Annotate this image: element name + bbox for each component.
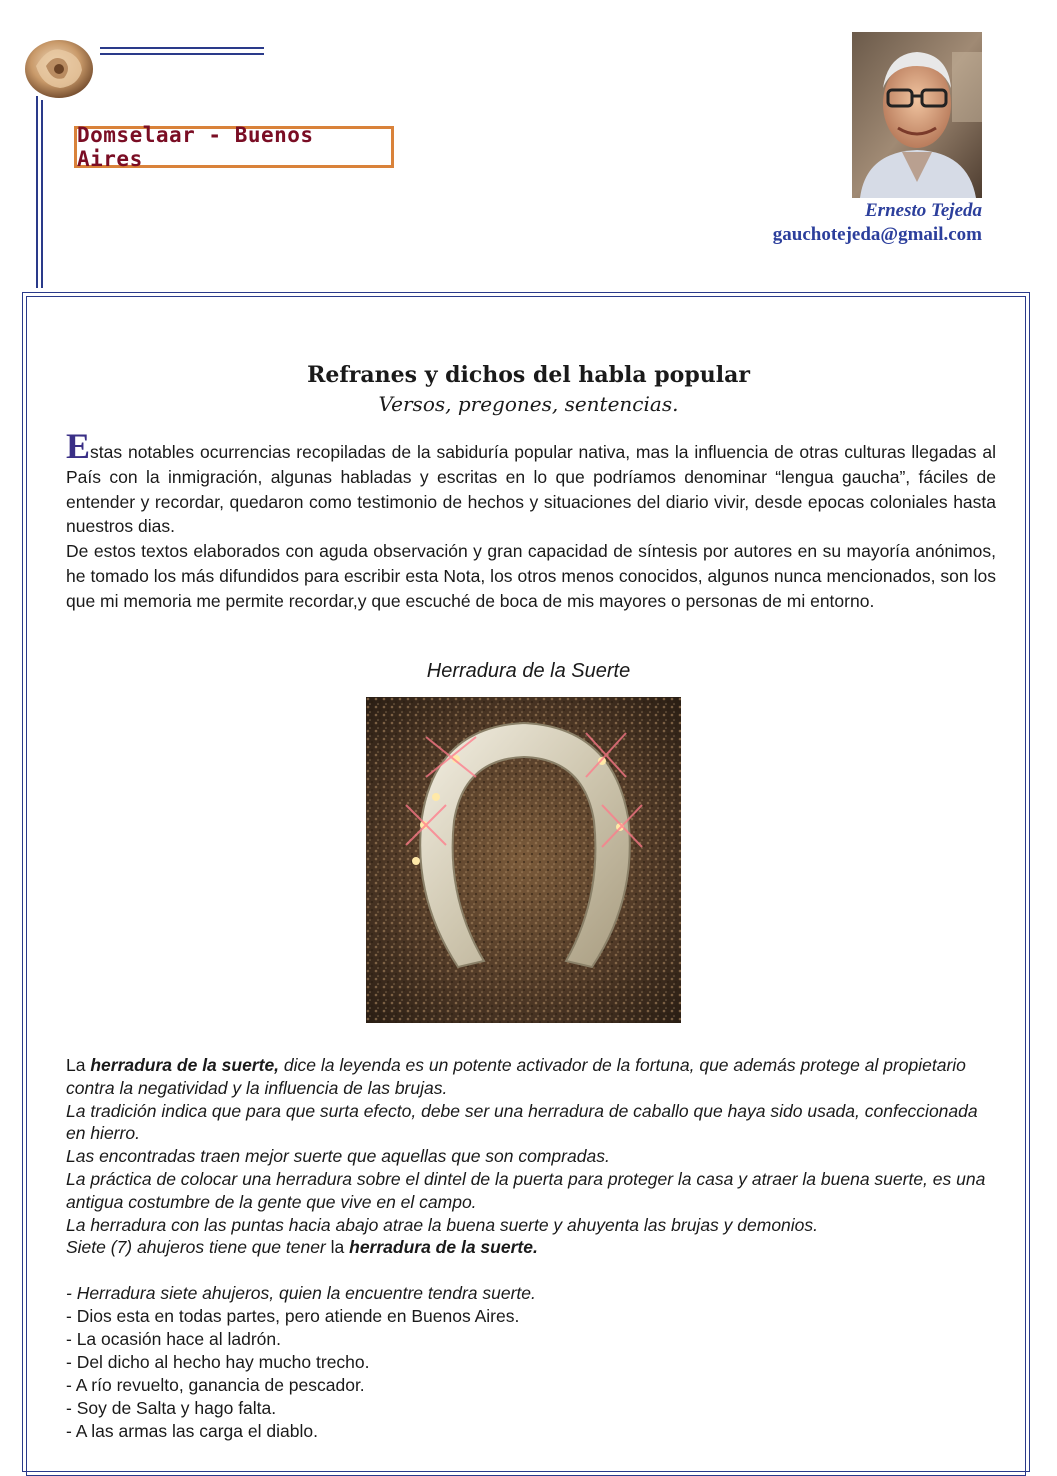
body-p6-text: Siete (7) ahujeros tiene que tener xyxy=(66,1237,326,1258)
body-p1-bold: herradura de la suerte, xyxy=(90,1055,280,1075)
seashell-logo-icon xyxy=(22,36,96,100)
header-rule-bottom xyxy=(100,53,264,55)
body-p1-text: dice la leyenda es un potente activador de la fortuna, que además protege al propietario contra la negatividad y la influencia de las brujas. xyxy=(66,1055,966,1098)
body-p6-bold: herradura de la suerte. xyxy=(349,1237,538,1258)
intro-text xyxy=(66,426,996,614)
intro-paragraph-1 xyxy=(66,426,996,539)
body-paragraph-4: La práctica de colocar una herradura sobre el dintel de la puerta para proteger la casa y atraer la buena suerte, es una antigua costumbre de la gente que vive en el campo. xyxy=(66,1168,986,1212)
left-rule-inner xyxy=(41,100,43,288)
proverbs-list xyxy=(66,1282,996,1443)
horseshoe-photo xyxy=(366,697,681,1023)
location-label: Domselaar - Buenos Aires xyxy=(77,123,314,171)
header-rule-top xyxy=(100,47,264,49)
left-rule-outer xyxy=(36,96,38,288)
body-paragraph-3: Las encontradas traen mejor suerte que aquellas que son compradas. xyxy=(66,1146,610,1167)
body-paragraph-5: La herradura con las puntas hacia abajo atrae la buena suerte y ahuyenta las brujas y demonios. xyxy=(66,1214,819,1235)
drop-cap: E xyxy=(66,426,91,466)
list-item: - Soy de Salta y hago falta. xyxy=(66,1398,277,1418)
list-item: - La ocasión hace al ladrón. xyxy=(66,1329,281,1349)
author-email-link[interactable]: gauchotejeda@gmail.com xyxy=(772,224,982,245)
figure-caption: Herradura de la Suerte xyxy=(426,660,631,682)
author-name: Ernesto Tejeda xyxy=(865,200,982,221)
body-p1-article: La xyxy=(66,1055,86,1075)
article-body xyxy=(66,1054,996,1259)
article-subtitle: Versos, pregones, sentencias. xyxy=(378,392,679,416)
body-paragraph-1 xyxy=(66,1054,996,1100)
intro-paragraph-1-text: stas notables ocurrencias recopiladas de la sabiduría popular nativa, mas la influencia de otras culturas llegadas al País con la inmigración, algunas habladas y escritas en lo que podríamos denominar “lengua gaucha”, fáciles de entender y recordar, quedaron como testimonio de hechos y situaciones del diario vivir, desde epocas coloniales hasta nuestros dias. xyxy=(66,442,996,537)
article-title: Refranes y dichos del habla popular xyxy=(307,362,750,388)
location-box xyxy=(74,123,394,171)
intro-paragraph-2: De estos textos elaborados con aguda observación y gran capacidad de síntesis por autores en su mayoría anónimos, he tomado los más difundidos para escribir esta Nota, los otros menos conocidos, algunos nunca mencionados, son los que mi memoria me permite recordar,y que escuché de boca de mis mayores o personas de mi entorno. xyxy=(66,541,996,611)
list-item: - Dios esta en todas partes, pero atiende en Buenos Aires. xyxy=(66,1306,520,1326)
body-paragraph-2: La tradición indica que para que surta efecto, debe ser una herradura de caballo que haya sido usada, confeccionada en hierro. xyxy=(66,1100,978,1144)
body-paragraph-6 xyxy=(66,1236,996,1259)
list-item: - Herradura siete ahujeros, quien la encuentre tendra suerte. xyxy=(66,1283,536,1303)
body-p6-article: la xyxy=(330,1237,345,1258)
author-portrait-photo xyxy=(852,32,982,198)
list-item: - Del dicho al hecho hay mucho trecho. xyxy=(66,1352,370,1372)
list-item: - A río revuelto, ganancia de pescador. xyxy=(66,1375,365,1395)
list-item: - A las armas las carga el diablo. xyxy=(66,1421,318,1441)
